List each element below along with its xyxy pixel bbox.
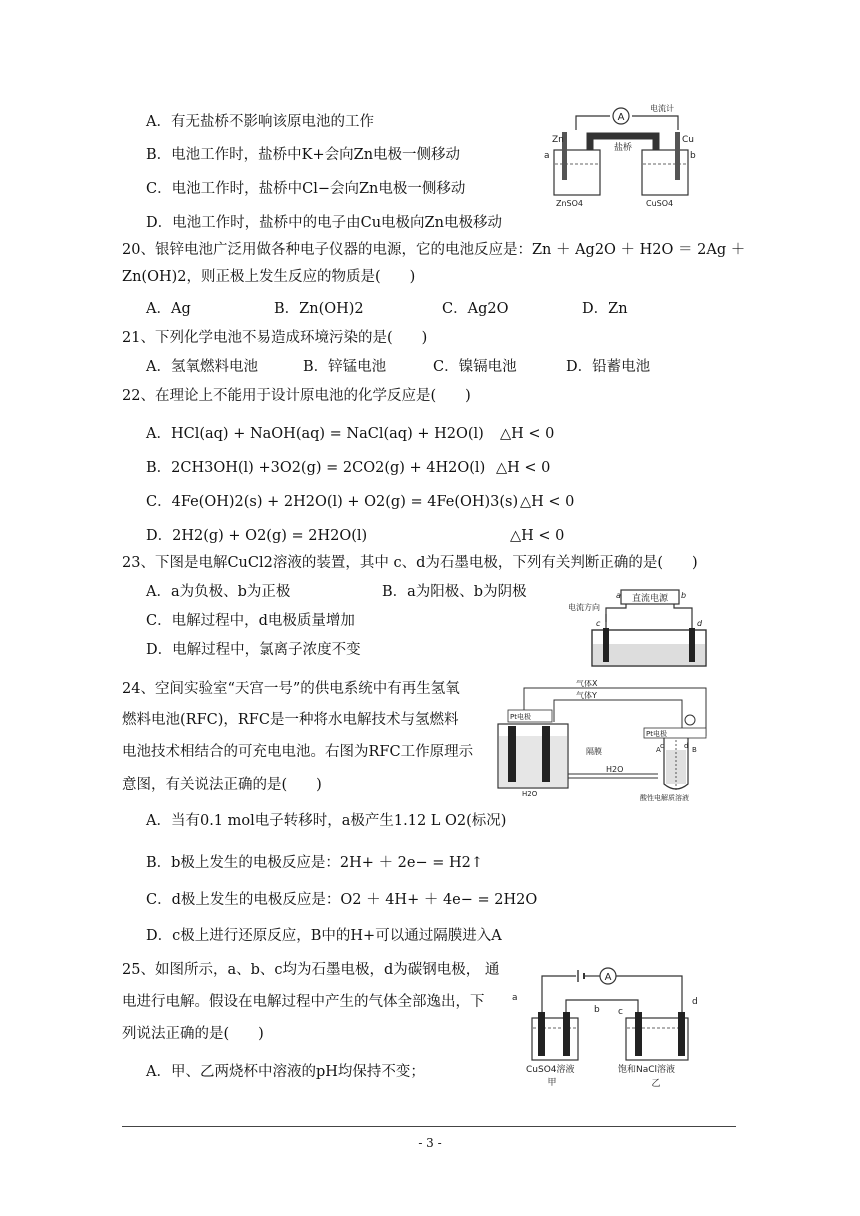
q20-option-a: A．Ag bbox=[146, 301, 191, 317]
q23-option-c: C．电解过程中，d电极质量增加 bbox=[146, 613, 355, 629]
electrode-a-label: a bbox=[544, 151, 550, 161]
q22-option-d: D．2H2(g) + O2(g) = 2H2O(l) bbox=[146, 528, 368, 544]
q24-rfc-figure bbox=[494, 680, 726, 802]
lamp-icon bbox=[685, 715, 695, 725]
beaker-yi-label: 乙 bbox=[651, 1079, 661, 1088]
zn-label: Zn bbox=[552, 135, 564, 145]
q19-option-d: D．电池工作时，盐桥中的电子由Cu电极向Zn电极移动 bbox=[146, 215, 502, 231]
q21-option-c: C．镍镉电池 bbox=[433, 359, 517, 375]
q23-electrolysis-figure bbox=[566, 586, 716, 670]
terminal-a-label: a bbox=[616, 591, 621, 600]
electrode-c-label: c bbox=[660, 742, 664, 750]
ammeter-caption: 电流计 bbox=[650, 104, 674, 113]
q22-option-b: B．2CH3OH(l) +3O2(g) = 2CO2(g) + 4H2O(l) bbox=[146, 460, 486, 476]
q21-option-a: A．氢氧燃料电池 bbox=[146, 359, 258, 375]
q22-stem: 22、在理论上不能用于设计原电池的化学反应是( ) bbox=[122, 388, 471, 404]
q25-option-a: A．甲、乙两烧杯中溶液的pH均保持不变； bbox=[146, 1064, 425, 1080]
q22-option-a: A．HCl(aq) + NaOH(aq) = NaCl(aq) + H2O(l) bbox=[146, 426, 484, 442]
q21-stem: 21、下列化学电池不易造成环境污染的是( ) bbox=[122, 330, 428, 346]
ammeter-label: A bbox=[604, 972, 612, 983]
q20-option-b: B．Zn(OH)2 bbox=[274, 301, 364, 317]
q19-galvanic-cell-figure bbox=[538, 98, 723, 210]
compartment-b-label: B bbox=[692, 746, 697, 754]
q24-option-c: C．d极上发生的电极反应是：O2 ＋ 4H+ ＋ 4e− = 2H2O bbox=[146, 892, 538, 908]
electrode-c-label: c bbox=[618, 1007, 623, 1017]
q19-option-a: A．有无盐桥不影响该原电池的工作 bbox=[146, 114, 374, 130]
salt-bridge-label: 盐桥 bbox=[613, 143, 633, 153]
q24-stem-line1: 24、空间实验室“天宫一号”的供电系统中有再生氢氧 bbox=[122, 681, 460, 697]
q20-stem-line1: 20、银锌电池广泛用做各种电子仪器的电源，它的电池反应是：Zn ＋ Ag2O ＋ H2O ＝ 2Ag ＋ bbox=[122, 242, 746, 258]
compartment-a-label: A bbox=[656, 746, 661, 754]
pt-electrode-label-2: Pt电极 bbox=[646, 730, 667, 738]
power-supply-label: 直流电源 bbox=[631, 594, 669, 604]
q25-stem-line1: 25、如图所示，a、b、c均为石墨电极，d为碳钢电极， 通 bbox=[122, 962, 500, 978]
q22-dh-a: △H < 0 bbox=[500, 426, 555, 442]
q25-stem-line2: 电进行电解。假设在电解过程中产生的气体全部逸出，下 bbox=[122, 994, 485, 1010]
q22-dh-c: △H < 0 bbox=[520, 494, 575, 510]
page-number: - 3 - bbox=[418, 1136, 442, 1150]
q24-stem-line4: 意图，有关说法正确的是( ) bbox=[122, 777, 322, 793]
q24-stem-line3: 电池技术相结合的可充电电池。右图为RFC工作原理示 bbox=[122, 744, 474, 760]
electrode-b-label: b bbox=[690, 151, 696, 161]
q23-option-a: A．a为负极、b为正极 bbox=[146, 584, 291, 600]
beaker-jia-label: 甲 bbox=[547, 1078, 557, 1088]
electrode-c-label: c bbox=[596, 619, 601, 628]
q22-dh-d: △H < 0 bbox=[510, 528, 565, 544]
q19-option-b: B．电池工作时，盐桥中K+会向Zn电极一侧移动 bbox=[146, 147, 461, 163]
acid-electrolyte-label: 酸性电解质溶液 bbox=[640, 794, 689, 802]
q23-option-d: D．电解过程中，氯离子浓度不变 bbox=[146, 642, 361, 658]
q24-stem-line2: 燃料电池(RFC)，RFC是一种将水电解技术与氢燃料 bbox=[122, 712, 459, 728]
q25-electrolysis-figure bbox=[506, 962, 718, 1088]
q24-option-a: A．当有0.1 mol电子转移时，a极产生1.12 L O2(标况) bbox=[146, 813, 507, 829]
ammeter-label: A bbox=[617, 112, 625, 123]
electrode-d-label: d bbox=[697, 619, 703, 628]
h2o-label-1: H2O bbox=[522, 790, 538, 798]
q24-option-b: B．b极上发生的电极反应是：2H+ ＋ 2e− = H2↑ bbox=[146, 855, 484, 871]
footer-rule bbox=[122, 1126, 736, 1127]
cuso4-solution-label: CuSO4溶液 bbox=[526, 1065, 575, 1075]
pt-electrode-label-1: Pt电极 bbox=[510, 713, 531, 721]
q20-option-c: C．Ag2O bbox=[442, 301, 509, 317]
q21-option-b: B．锌锰电池 bbox=[303, 359, 387, 375]
gas-x-label: 气体X bbox=[576, 680, 598, 688]
electrode-a-label: a bbox=[510, 730, 515, 738]
gas-y-label: 气体Y bbox=[576, 691, 597, 700]
q20-stem-line2: Zn(OH)2，则正极上发生反应的物质是( ) bbox=[122, 269, 416, 285]
terminal-b-label: b bbox=[681, 591, 687, 600]
electrode-b-label: b bbox=[544, 730, 549, 738]
membrane-label: 隔膜 bbox=[586, 747, 602, 756]
cu-label: Cu bbox=[682, 135, 694, 145]
cuso4-label: CuSO4 bbox=[646, 199, 674, 208]
znso4-label: ZnSO4 bbox=[556, 199, 584, 208]
q19-option-c: C．电池工作时，盐桥中Cl−会向Zn电极一侧移动 bbox=[146, 181, 466, 197]
q23-option-b: B．a为阳极、b为阴极 bbox=[382, 584, 527, 600]
q20-option-d: D．Zn bbox=[582, 301, 628, 317]
nacl-solution-label: 饱和NaCl溶液 bbox=[618, 1065, 676, 1075]
electrode-b-label: b bbox=[594, 1005, 600, 1015]
q21-option-d: D．铅蓄电池 bbox=[566, 359, 651, 375]
electrode-a-label: a bbox=[512, 993, 518, 1003]
q25-stem-line3: 列说法正确的是( ) bbox=[122, 1026, 264, 1042]
electrode-d-label: d bbox=[684, 742, 689, 750]
q23-stem: 23、下图是电解CuCl2溶液的装置，其中 c、d为石墨电极，下列有关判断正确的是( ) bbox=[122, 555, 698, 571]
electrode-d-label: d bbox=[692, 997, 698, 1007]
h2o-label-2: H2O bbox=[606, 765, 624, 774]
q24-option-d: D．c极上进行还原反应，B中的H+可以通过隔膜进入A bbox=[146, 928, 502, 944]
q22-option-c: C．4Fe(OH)2(s) + 2H2O(l) + O2(g) = 4Fe(OH)3(s) bbox=[146, 494, 519, 510]
current-direction-label: 电流方向 bbox=[568, 603, 600, 612]
q22-dh-b: △H < 0 bbox=[496, 460, 551, 476]
